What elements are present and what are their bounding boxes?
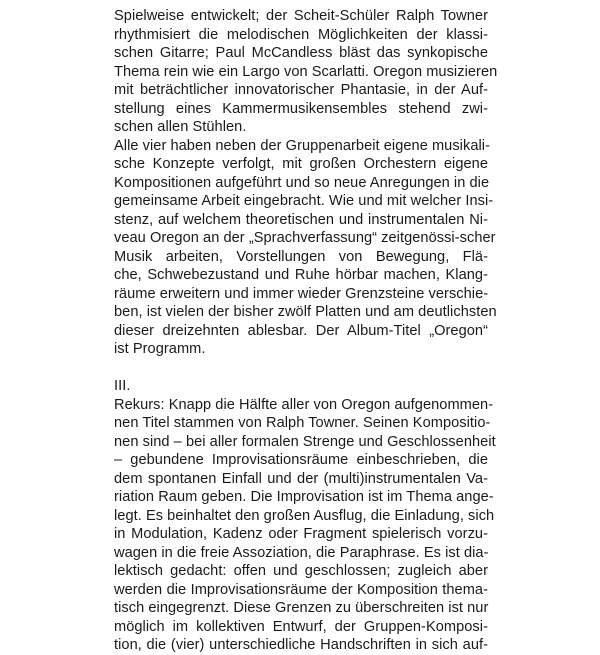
text-line: gemeinsame Arbeit eingebracht. Wie und mit welcher Insi- (114, 193, 494, 209)
paragraph-spacer (114, 359, 488, 378)
text-line: Spielweise entwickelt; der Scheit-Schüler Ralph Towner (114, 8, 488, 24)
text-line: mit beträchtlicher innovatorischer Phantasie, in der Auf- (114, 82, 488, 98)
text-line: möglich im kollektiven Entwurf, der Gruppen-Komposi- (114, 618, 488, 635)
text-line: räume erweitern und immer wieder Grenzsteine verschie- (114, 285, 489, 302)
text-line: ben, ist vielen der bisher zwölf Platten und am deutlichsten (114, 304, 497, 320)
text-line: riation Raum geben. Die Improvisation ist im Thema ange- (114, 489, 494, 505)
text-line: veau Oregon an der „Sprachverfassung“ zeitgenössi-scher (114, 230, 496, 246)
text-line: nen Titel stammen von Ralph Towner. Seinen Kompositio- (114, 415, 491, 431)
paragraph-1 (114, 7, 498, 137)
paragraph-3 (114, 396, 496, 655)
text-line: in Modulation, Kadenz oder Fragment spielerisch vorzu- (114, 526, 488, 542)
text-line: wagen in die freie Assoziation, die Paraphrase. Es ist dia- (114, 544, 489, 561)
text-line: werden die Improvisationsräume der Komposition thema- (114, 581, 488, 598)
text-line: Musik arbeiten, Vorstellungen von Bewegung, Flä- (114, 248, 488, 265)
text-line: Thema rein wie ein Largo von Scarlatti. Oregon musizieren (114, 63, 498, 80)
text-line: che, Schwebezustand und Ruhe hörbar machen, Klang- (114, 267, 488, 283)
text-line: sche Konzepte verfolgt, mit großen Orchestern eigene (114, 156, 488, 172)
text-line: Kompositionen aufgeführt und so neue Anregungen in die (114, 174, 490, 191)
paragraph-2 (114, 137, 497, 359)
text-line: nen sind – bei aller formalen Strenge und Geschlossenheit (114, 433, 496, 450)
text-line: dem spontanen Einfall und der (multi)instrumentalen Va- (114, 470, 488, 487)
text-line: rhythmisiert die melodischen Möglichkeiten der klassi- (114, 26, 488, 43)
text-line: schen allen Stühlen. (114, 119, 247, 135)
text-line: Rekurs: Knapp die Hälfte aller von Oregon aufgenommen- (114, 396, 494, 413)
text-line: stenz, auf welchem theoretischen und instrumentalen Ni- (114, 211, 488, 228)
text-line: Alle vier haben neben der Gruppenarbeit eigene musikali- (114, 137, 490, 154)
text-line: dieser dreizehnten ablesbar. Der Album-Titel „Oregon“ (114, 322, 488, 339)
text-column (114, 7, 498, 655)
section-numeral: III. (114, 378, 131, 394)
text-line: lektisch gedacht: offen und geschlossen; zugleich aber (114, 563, 488, 579)
text-line: – gebundene Improvisationsräume einbeschrieben, die (114, 452, 488, 468)
text-line: ist Programm. (114, 341, 206, 357)
text-line: schen Gitarre; Paul McCandless bläst das synkopische (114, 45, 488, 61)
text-line: stellung eines Kammermusikensembles stehend zwi- (114, 100, 488, 117)
text-line: tisch eingegrenzt. Diese Grenzen zu überschreiten ist nur (114, 600, 489, 616)
text-line: tion, die (vier) unterschiedliche Handschriften in sich auf- (114, 637, 488, 653)
text-line: legt. Es beinhaltet den großen Ausflug, die Einladung, sich (114, 507, 495, 524)
